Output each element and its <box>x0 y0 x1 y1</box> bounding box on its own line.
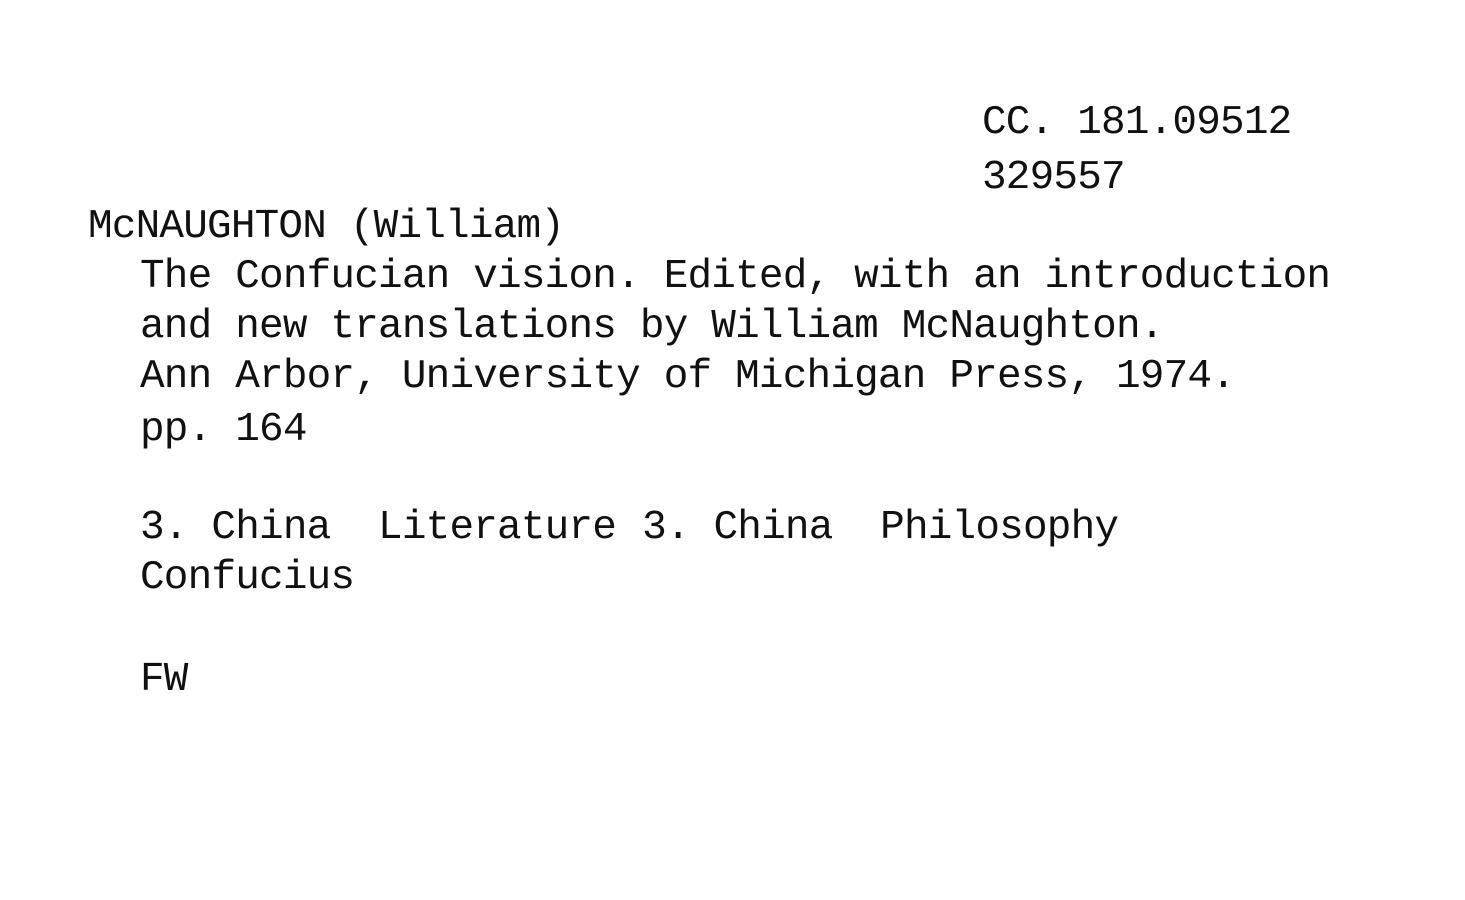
pagination-line: pp. 164 <box>140 407 307 453</box>
accession-number: 329557 <box>982 155 1125 201</box>
cataloger-initials: FW <box>140 657 188 703</box>
title-line: and new translations by William McNaughton. <box>140 304 1164 350</box>
subject-heading: 3. China Literature <box>140 505 617 551</box>
title-line: The Confucian vision. Edited, with an introduction <box>140 254 1331 300</box>
imprint-line: Ann Arbor, University of Michigan Press, 1974. <box>140 354 1235 400</box>
author-heading: McNAUGHTON (William) <box>88 204 565 250</box>
subject-heading: 3. China Philosophy <box>642 505 1119 551</box>
subject-headings <box>140 503 1118 553</box>
call-number: CC. 181.09512 <box>982 100 1292 146</box>
subject-heading: Confucius <box>140 555 355 601</box>
